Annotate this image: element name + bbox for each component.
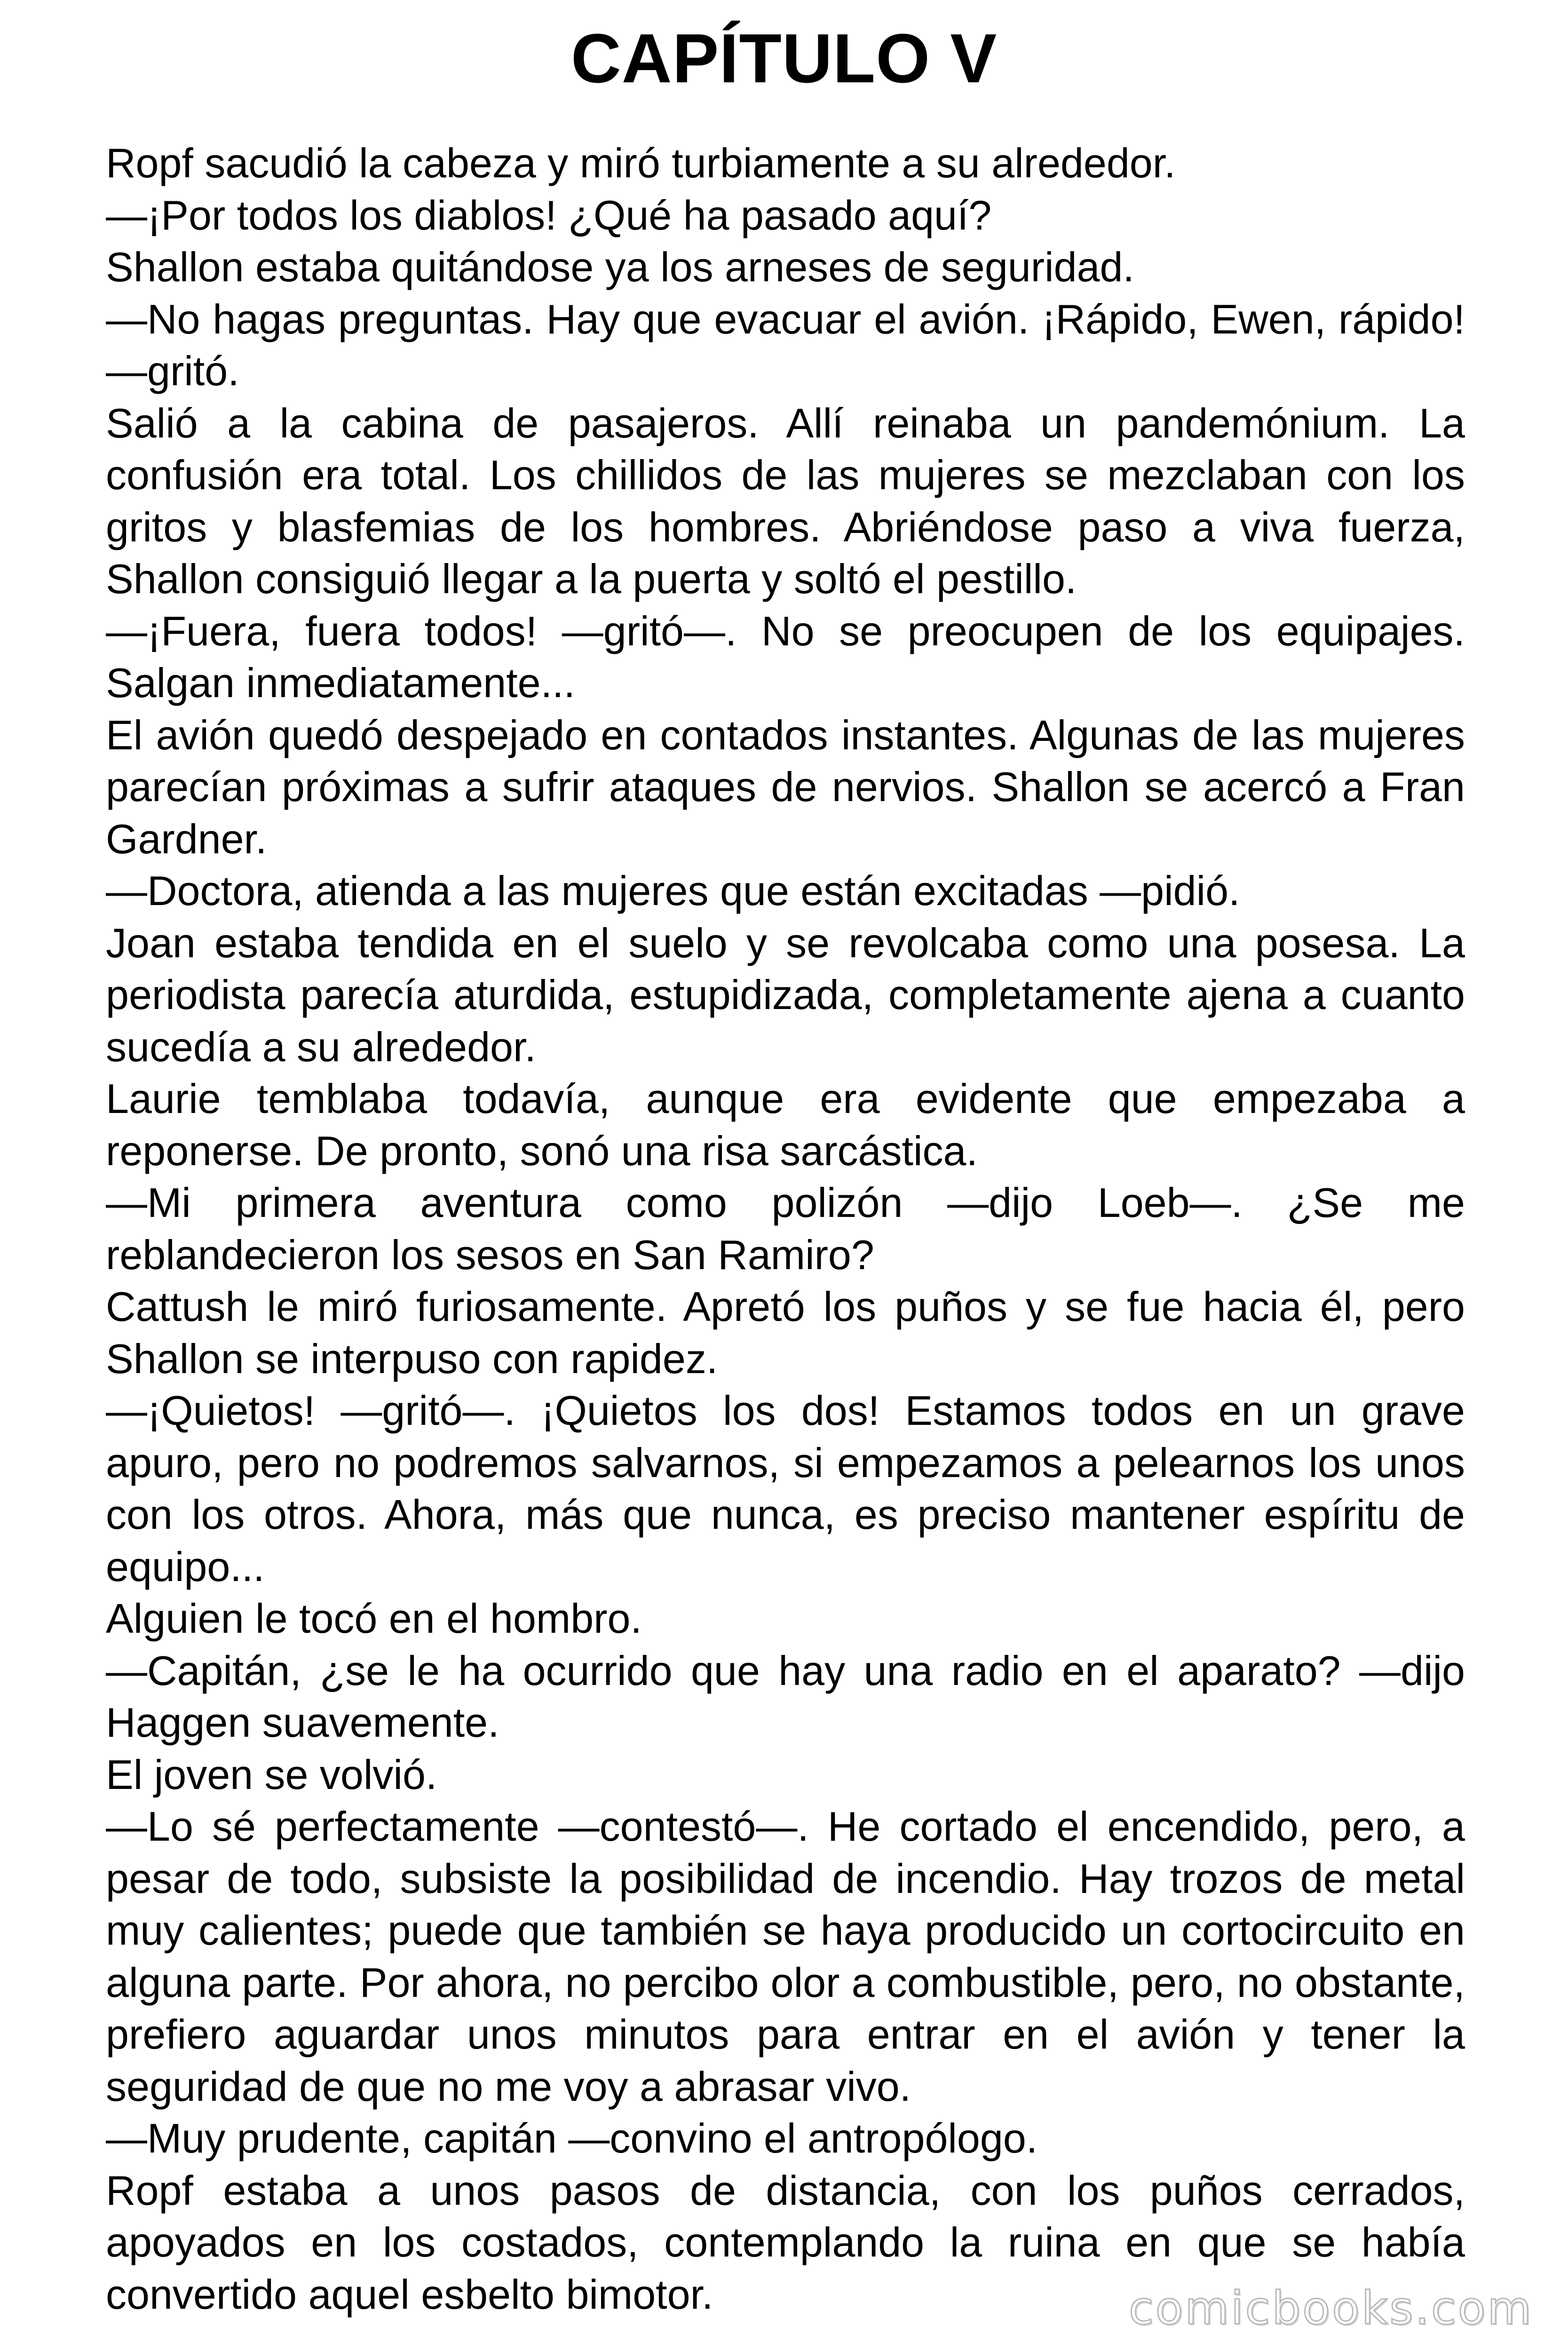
paragraph: El joven se volvió. <box>106 1751 437 1798</box>
paragraph: —Mi primera aventura como polizón —dijo Loeb—. ¿Se me reblandecieron los sesos en San Ramiro? <box>106 1179 1465 1278</box>
chapter-title: CAPÍTULO V <box>570 20 998 97</box>
paragraph: Cattush le miró furiosamente. Apretó los puños y se fue hacia él, pero Shallon se interpuso con rapidez. <box>106 1283 1465 1382</box>
paragraph: Alguien le tocó en el hombro. <box>106 1595 642 1642</box>
paragraph: —Muy prudente, capitán —convino el antropólogo. <box>106 2115 1038 2161</box>
paragraph: Ropf estaba a unos pasos de distancia, con los puños cerrados, apoyados en los costados, contemplando la ruina en que se había convertido aquel esbelto bimotor. <box>106 2167 1465 2318</box>
paragraph: —¡Fuera, fuera todos! —gritó—. No se preocupen de los equipajes. Salgan inmediatamente... <box>106 607 1465 706</box>
watermark: comicbooks.com <box>1128 2282 1533 2335</box>
paragraph: —No hagas preguntas. Hay que evacuar el avión. ¡Rápido, Ewen, rápido! —gritó. <box>106 295 1465 394</box>
paragraph: —¡Por todos los diablos! ¿Qué ha pasado aquí? <box>106 191 992 238</box>
paragraph: —Doctora, atienda a las mujeres que están excitadas —pidió. <box>106 867 1240 914</box>
paragraph: Ropf sacudió la cabeza y miró turbiamente a su alrededor. <box>106 140 1176 186</box>
paragraph: El avión quedó despejado en contados instantes. Algunas de las mujeres parecían próximas a sufrir ataques de nervios. Shallon se acercó a Fran Gardner. <box>106 711 1465 862</box>
paragraph: Shallon estaba quitándose ya los arneses de seguridad. <box>106 244 1134 290</box>
paragraph: Salió a la cabina de pasajeros. Allí reinaba un pandemónium. La confusión era total. Los chillidos de las mujeres se mezclaban con los gritos y blasfemias de los hombres. Abriéndose paso a viva fuerza, Shallon consiguió llegar a la puerta y soltó el pestillo. <box>106 399 1465 602</box>
paragraph: Laurie temblaba todavía, aunque era evidente que empezaba a reponerse. De pronto, sonó una risa sarcástica. <box>106 1075 1465 1174</box>
paragraph: Joan estaba tendida en el suelo y se revolcaba como una posesa. La periodista parecía aturdida, estupidizada, completamente ajena a cuanto sucedía a su alrededor. <box>106 919 1465 1070</box>
chapter-body <box>106 137 1465 2320</box>
paragraph: —Lo sé perfectamente —contestó—. He cortado el encendido, pero, a pesar de todo, subsiste la posibilidad de incendio. Hay trozos de metal muy calientes; puede que también se haya producido un cortocircuito en alguna parte. Por ahora, no percibo olor a combustible, pero, no obstante, prefiero aguardar unos minutos para entrar en el avión y tener la seguridad de que no me voy a abrasar vivo. <box>106 1803 1465 2110</box>
paragraph: —¡Quietos! —gritó—. ¡Quietos los dos! Estamos todos en un grave apuro, pero no podremos salvarnos, si empezamos a pelearnos los unos con los otros. Ahora, más que nunca, es preciso mantener espíritu de equipo... <box>106 1387 1465 1590</box>
paragraph: —Capitán, ¿se le ha ocurrido que hay una radio en el aparato? —dijo Haggen suavemente. <box>106 1647 1465 1746</box>
